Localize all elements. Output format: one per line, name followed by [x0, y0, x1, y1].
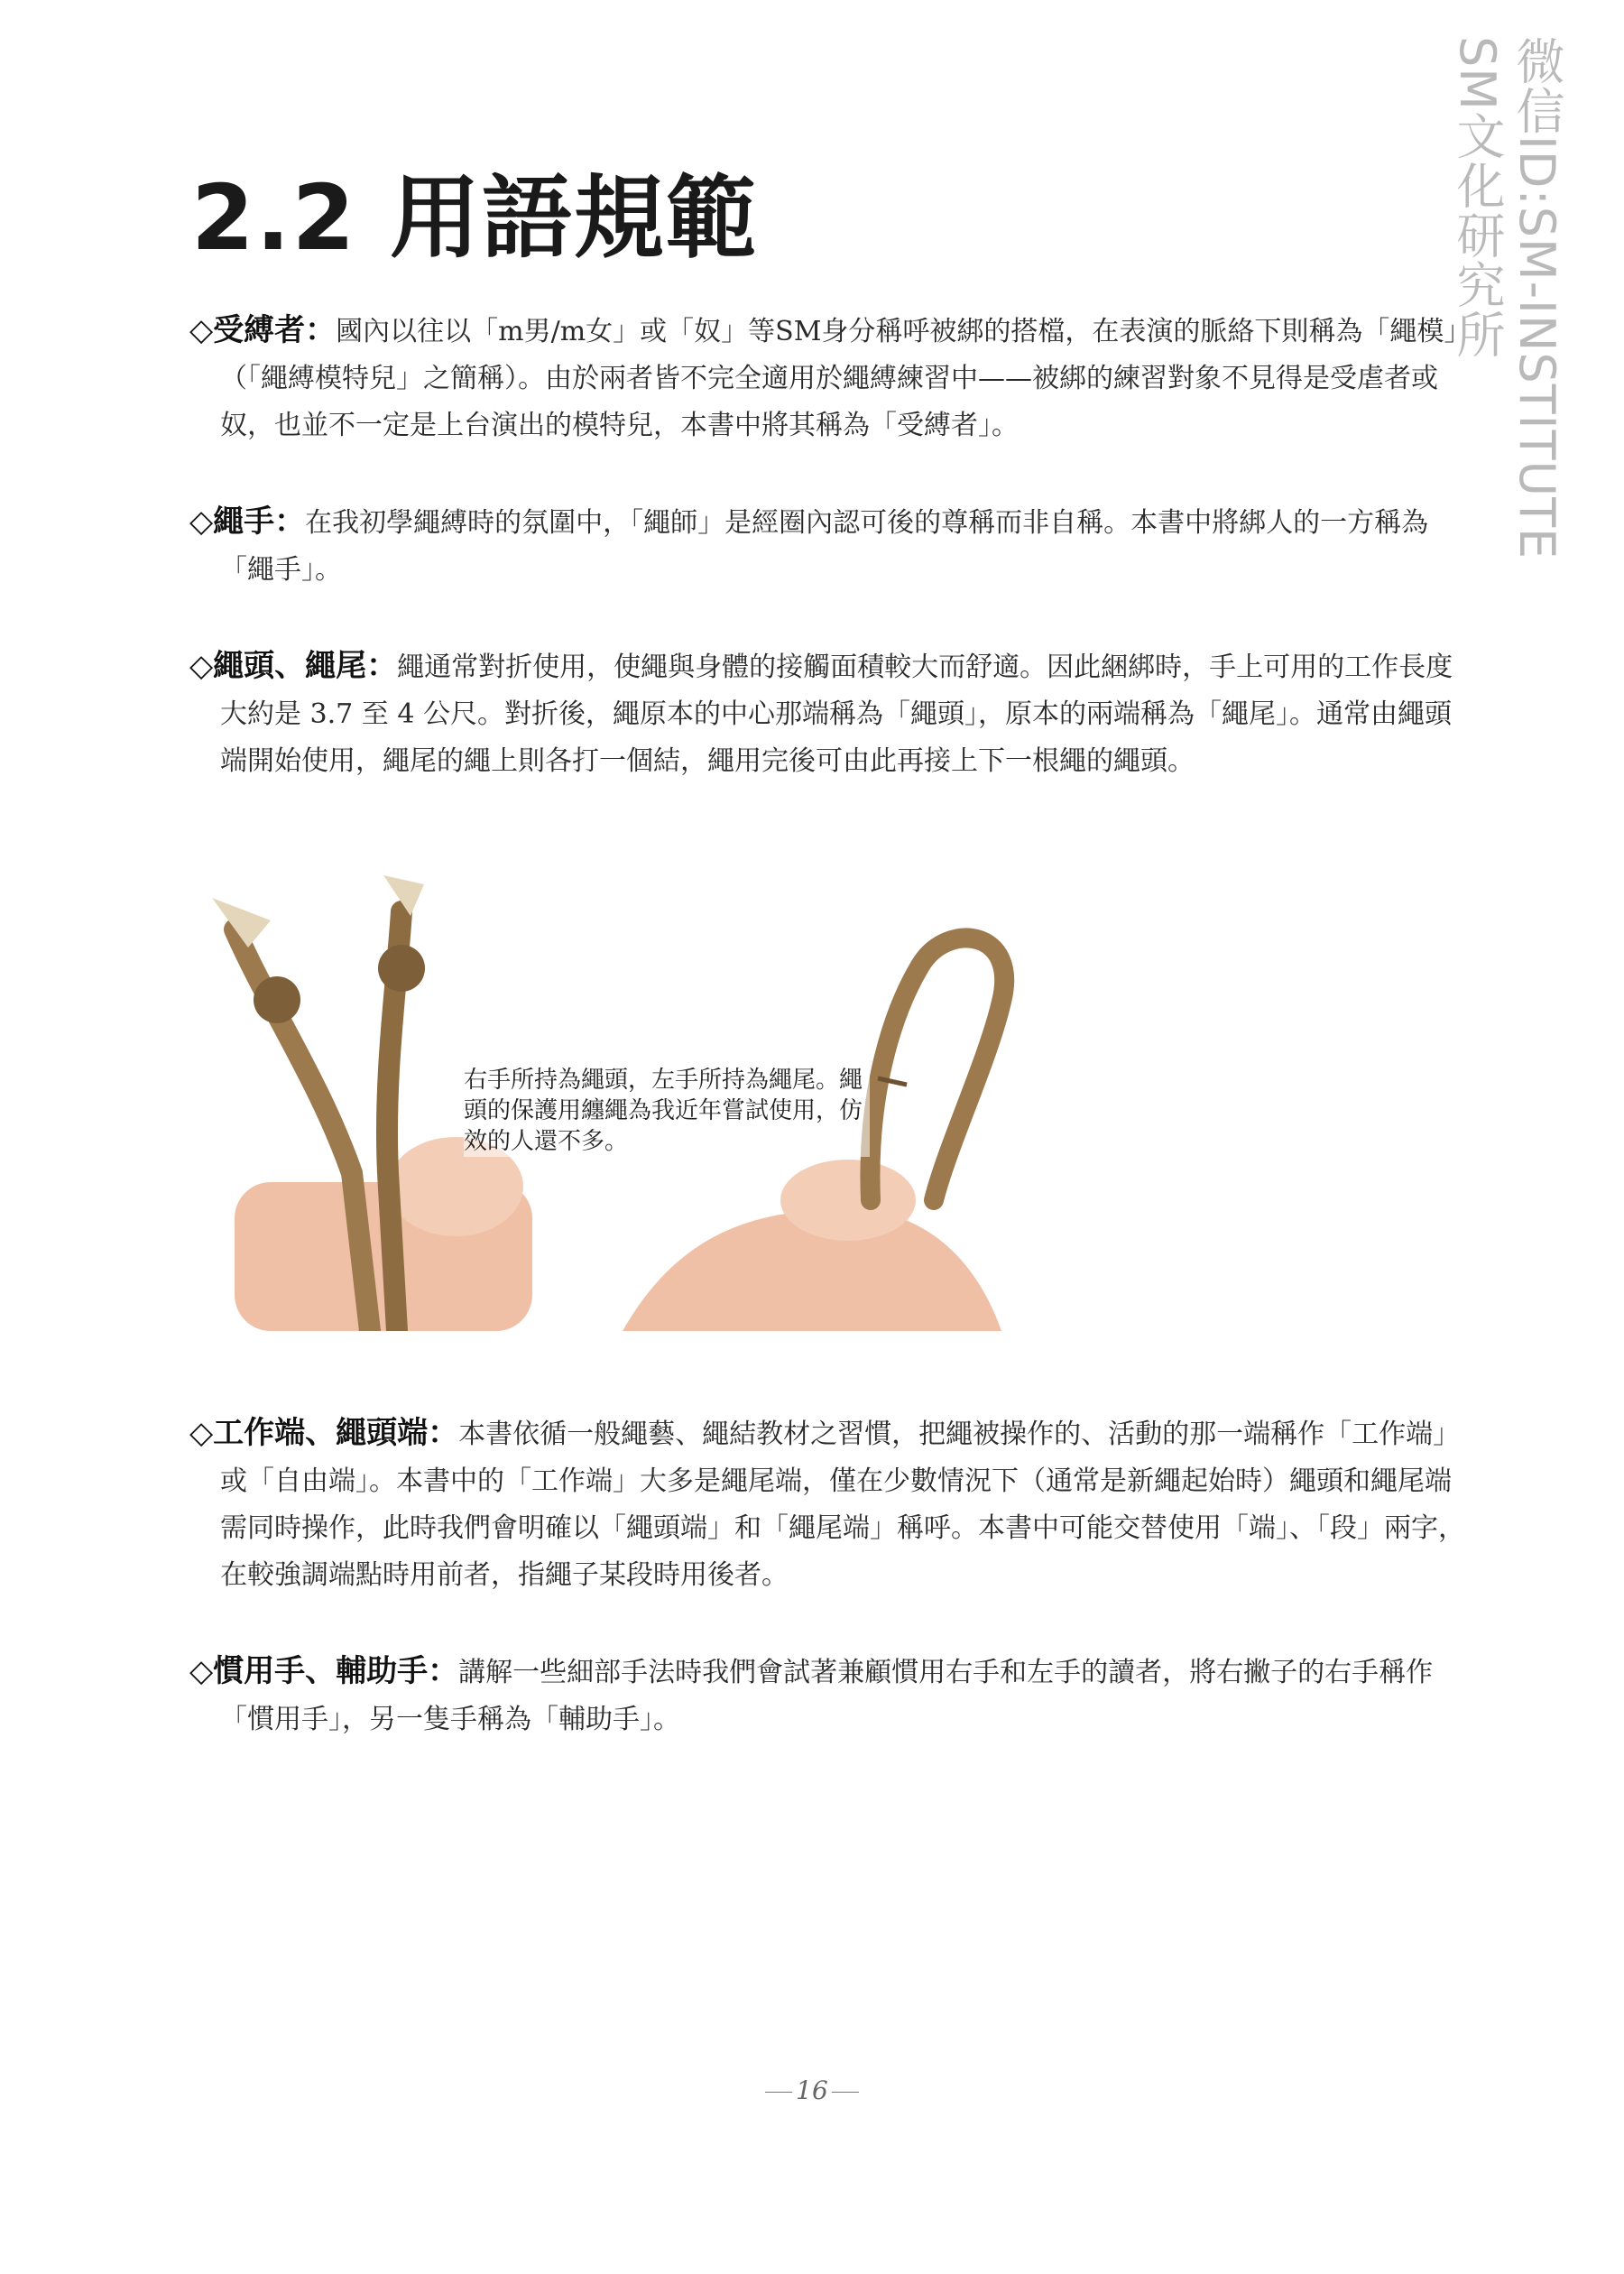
term-definition-receiver	[189, 307, 1474, 449]
page-number: 16	[749, 2075, 875, 2105]
thumb-shape	[780, 1160, 916, 1241]
term-text: 繩通常對折使用，使繩與身體的接觸面積較大而舒適。因此綑綁時，手上可用的工作長度大約是 3.7 至 4 公尺。對折後，繩原本的中心那端稱為「繩頭」，原本的兩端稱為「繩尾」。通常由繩頭端開始使用，繩尾的繩上則各打一個結，繩用完後可由此再接上下一根繩的繩頭。	[220, 652, 1453, 777]
term-text: 本書依循一般繩藝、繩結教材之習慣，把繩被操作的、活動的那一端稱作「工作端」或「自由端」。本書中的「工作端」大多是繩尾端，僅在少數情況下（通常是新繩起始時）繩頭和繩尾端需同時操作，此時我們會明確以「繩頭端」和「繩尾端」稱呼。本書中可能交替使用「端」、「段」兩字，在較強調端點時用前者，指繩子某段時用後者。	[220, 1419, 1465, 1591]
term-text: 講解一些細部手法時我們會試著兼顧慣用右手和左手的讀者，將右撇子的右手稱作「慣用手」，另一隻手稱為「輔助手」。	[220, 1657, 1434, 1735]
photo-caption: 右手所持為繩頭，左手所持為繩尾。繩頭的保護用纏繩為我近年嘗試使用，仿效的人還不多。	[464, 1065, 870, 1157]
rope-knot-right	[378, 945, 425, 992]
term-definition-rope-head-tail	[189, 642, 1474, 785]
term-definition-dominant-hand	[189, 1648, 1474, 1743]
term-label: ◇繩手：	[189, 504, 306, 540]
term-definition-working-end	[189, 1410, 1474, 1599]
term-text: 在我初學繩縛時的氛圍中，「繩師」是經圈內認可後的尊稱而非自稱。本書中將綁人的一方稱為「繩手」。	[220, 507, 1429, 586]
term-label: ◇受縛者：	[189, 312, 337, 348]
section-heading: 2.2 用語規範	[191, 165, 758, 271]
watermark-institute-name: SM文化研究所	[1449, 36, 1506, 359]
rope-knot-left	[254, 976, 300, 1023]
watermark-wechat-id: 微信ID:SM-INSTITUTE	[1509, 36, 1565, 560]
term-definition-rigger	[189, 498, 1474, 594]
term-text: 國內以往以「m男/m女」或「奴」等SM身分稱呼被綁的搭檔，在表演的脈絡下則稱為「繩模」（「繩縛模特兒」之簡稱）。由於兩者皆不完全適用於繩縛練習中——被綁的練習對象不見得是受虐者或奴，也並不一定是上台演出的模特兒，本書中將其稱為「受縛者」。	[220, 316, 1472, 441]
term-label: ◇工作端、繩頭端：	[189, 1415, 459, 1451]
rope-bight	[870, 938, 1004, 1200]
term-label: ◇繩頭、繩尾：	[189, 648, 398, 684]
term-label: ◇慣用手、輔助手：	[189, 1653, 459, 1689]
